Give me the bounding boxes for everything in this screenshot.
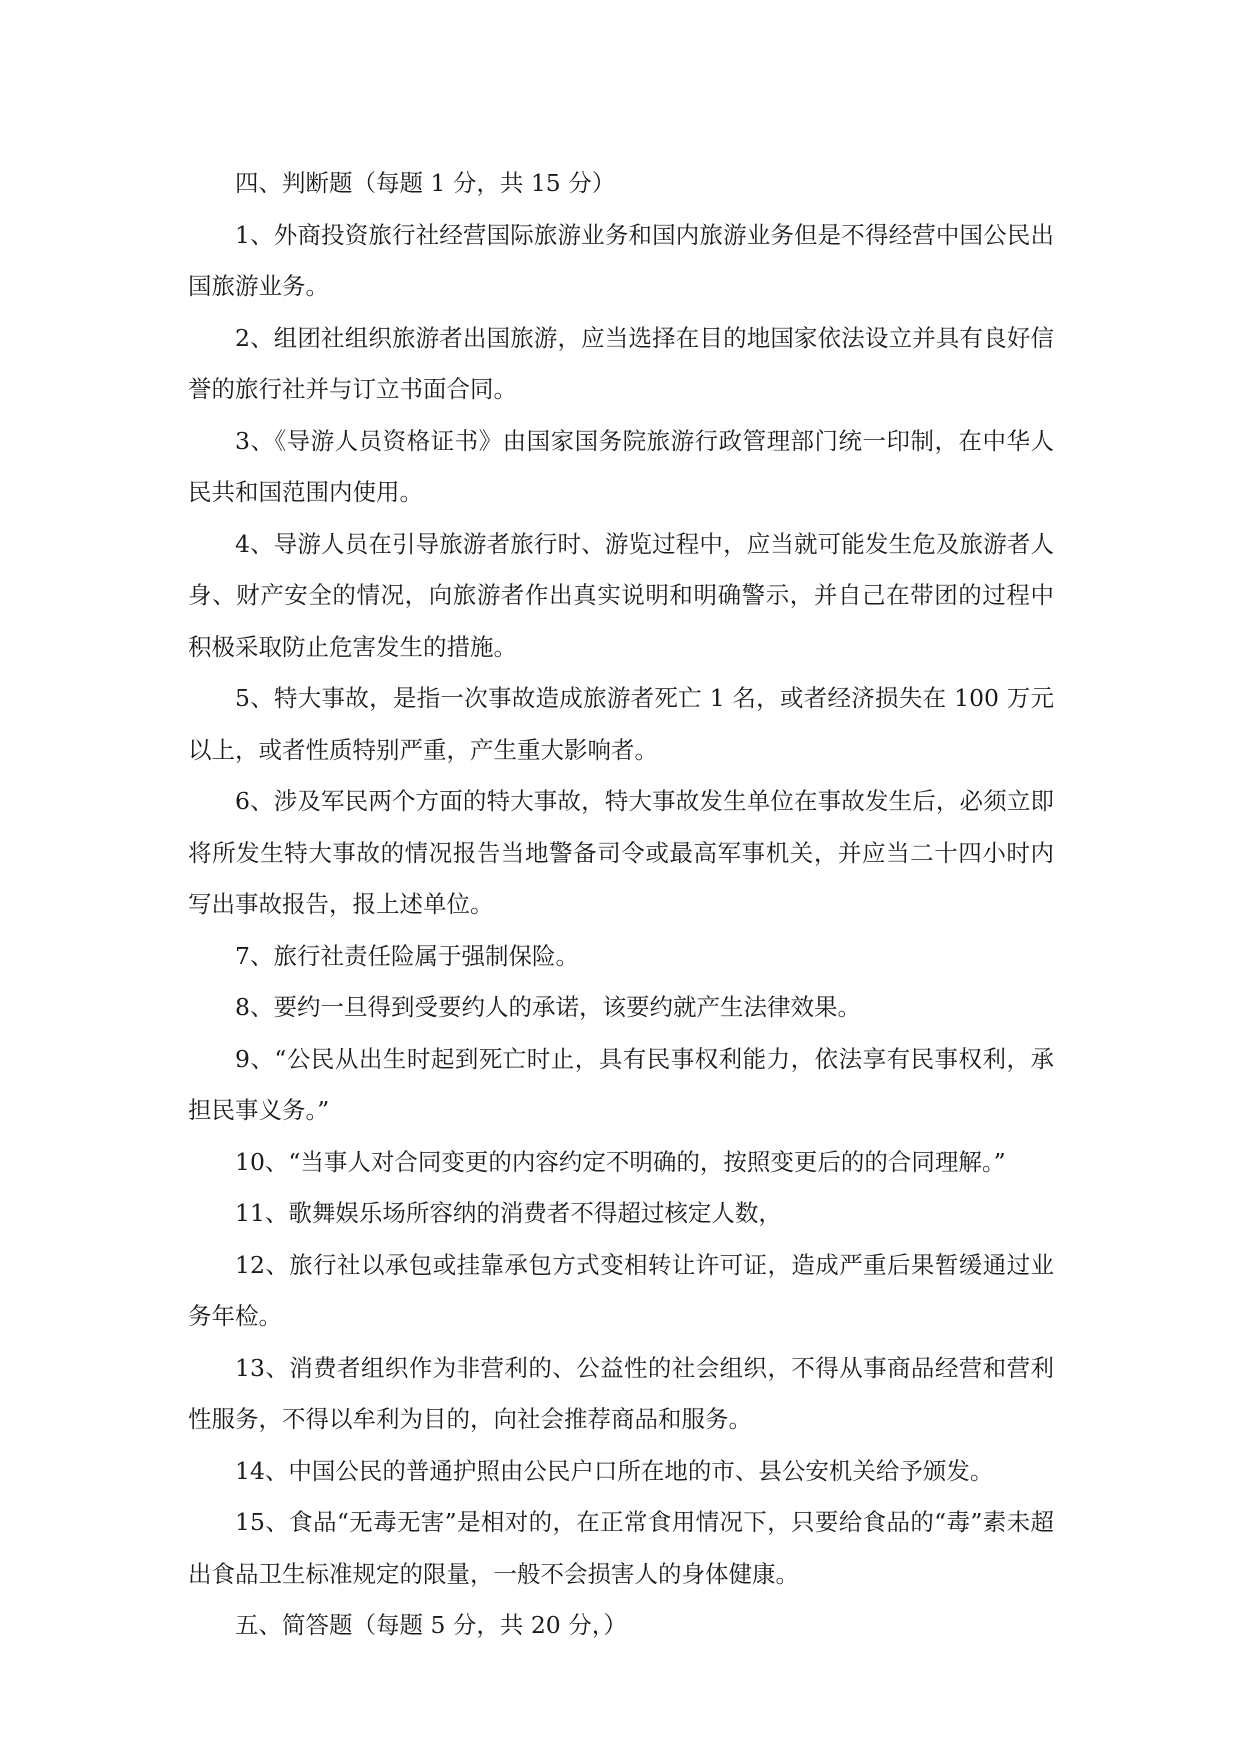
question-15: 15、食品“无毒无害”是相对的，在正常食用情况下，只要给食品的“毒”素未超出食品卫生标准规定的限量，一般不会损害人的身体健康。 bbox=[188, 1508, 1054, 1588]
question-14: 14、中国公民的普通护照由公民户口所在地的市、县公安机关给予颁发。 bbox=[235, 1456, 994, 1485]
document-body bbox=[188, 158, 1054, 1652]
question-4: 4、导游人员在引导旅游者旅行时、游览过程中，应当就可能发生危及旅游者人身、财产安全的情况，向旅游者作出真实说明和明确警示，并自己在带团的过程中积极采取防止危害发生的措施。 bbox=[188, 529, 1054, 661]
section-four-heading: 四、判断题（每题 1 分，共 15 分） bbox=[235, 169, 616, 197]
question-2: 2、组团社组织旅游者出国旅游，应当选择在目的地国家依法设立并具有良好信誉的旅行社并与订立书面合同。 bbox=[188, 323, 1054, 403]
question-6: 6、涉及军民两个方面的特大事故，特大事故发生单位在事故发生后，必须立即将所发生特大事故的情况报告当地警备司令或最高军事机关，并应当二十四小时内写出事故报告，报上述单位。 bbox=[188, 787, 1054, 918]
question-13: 13、消费者组织作为非营利的、公益性的社会组织，不得从事商品经营和营利性服务，不得以牟利为目的，向社会推荐商品和服务。 bbox=[188, 1353, 1054, 1433]
question-11: 11、歌舞娱乐场所容纳的消费者不得超过核定人数， bbox=[235, 1199, 782, 1227]
section-five-heading: 五、简答题（每题 5 分，共 20 分，） bbox=[235, 1611, 627, 1639]
question-5: 5、特大事故，是指一次事故造成旅游者死亡 1 名，或者经济损失在 100 万元以上，或者性质特别严重，产生重大影响者。 bbox=[188, 684, 1054, 764]
question-8: 8、要约一旦得到受要约人的承诺，该要约就产生法律效果。 bbox=[235, 993, 861, 1021]
question-10: 10、“当事人对合同变更的内容约定不明确的，按照变更后的的合同理解。” bbox=[235, 1147, 1006, 1176]
question-3: 3、《导游人员资格证书》由国家国务院旅游行政管理部门统一印制，在中华人民共和国范围内使用。 bbox=[188, 426, 1054, 506]
question-9: 9、“公民从出生时起到死亡时止，具有民事权利能力，依法享有民事权利，承担民事义务。” bbox=[188, 1044, 1054, 1124]
question-1: 1、外商投资旅行社经营国际旅游业务和国内旅游业务但是不得经营中国公民出国旅游业务。 bbox=[188, 220, 1054, 300]
question-12: 12、旅行社以承包或挂靠承包方式变相转让许可证，造成严重后果暂缓通过业务年检。 bbox=[188, 1250, 1054, 1330]
question-7: 7、旅行社责任险属于强制保险。 bbox=[235, 941, 579, 970]
